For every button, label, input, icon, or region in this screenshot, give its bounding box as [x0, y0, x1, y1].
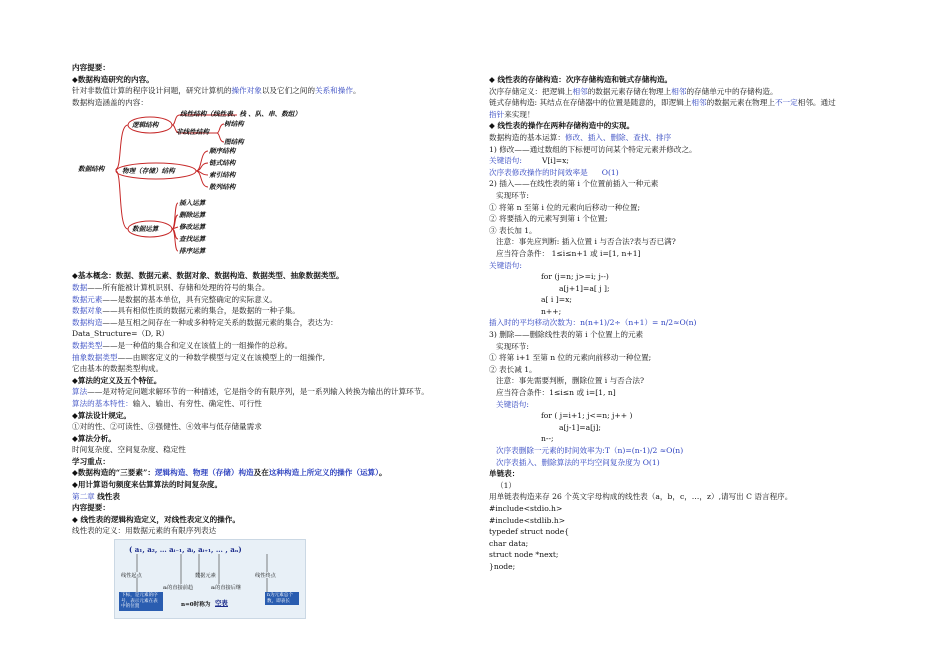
mm-root: 数据结构	[78, 165, 105, 174]
mm-search: 查找运算	[179, 235, 206, 244]
insert-steps-label: 实现环节:	[496, 190, 529, 200]
focus-three-elements: ◆数据构造的“三要素”：逻辑构造、物理（存储）构造及在这种构造上所定义的操作（运算）。	[72, 468, 387, 478]
modify-efficiency: 次序表修改操作的时间效率是 O(1)	[489, 167, 619, 177]
ll-item-number: （1）	[496, 480, 517, 490]
fig-sequence: ( a₁, a₂, … aᵢ₋₁, aᵢ, aᵢ₊₁, … , aₙ)	[129, 545, 242, 555]
insert-average: 插入时的平均移动次数为：n(n+1)/2÷（n+1）= n/2≈O(n)	[489, 318, 697, 328]
fig-successor: aᵢ的直接后继	[211, 585, 242, 592]
alg-properties: 算法的基本特性：输入、输出、有穷性、确定性、可行性	[72, 398, 262, 408]
insert-note: 注意：事先应判断: 插入位置 i 与否合法?表与否已满?	[496, 237, 676, 247]
mm-hash: 散列结构	[209, 183, 236, 192]
ll-code-6: }node;	[489, 561, 516, 571]
coverage-text: 数据构造涵盖的内容：	[72, 97, 148, 107]
mm-linear: 线性结构（线性表、栈 、队、串、数组）	[180, 110, 301, 119]
mm-delete: 删除运算	[179, 211, 206, 220]
insert-step-2: ② 将要插入的元素写到第 i 个位置;	[489, 214, 608, 224]
tip-heading: 内容提要：	[72, 63, 110, 72]
mm-physical: 物理（存储）结构	[122, 167, 175, 176]
section-title-research: ◆数据构造研究的内容。	[72, 74, 154, 84]
delete-efficiency: 次序表删除一元素的时间效率为:T（n)=(n-1)/2 ≈O(n)	[496, 446, 684, 455]
ll-code-5: struct node *next;	[489, 550, 559, 560]
research-text: 针对非数值计算的程序设计问题，研究计算机的操作对象以及它们之间的关系和操作。	[72, 86, 361, 96]
insert-condition: 应当符合条件： 1≤i≤n+1 或 i=[1, n+1]	[496, 248, 641, 258]
seq-storage-def: 次序存储定义：把逻辑上相邻的数据元素存储在物理上相邻的存储单元中的存储构造。	[489, 86, 778, 96]
fig-end: 线性终点	[255, 573, 276, 580]
ll-code-3: typedef struct node{	[489, 527, 570, 537]
insert-code-1: for (j=n; j>=i; j--)	[541, 272, 609, 282]
right-column	[489, 74, 884, 573]
pointer-line: 指针来实现！	[489, 109, 535, 119]
ll-question: 用单链表构造来存 26 个英文字母构成的线性表（a，b，c，…，z）,请写出 C 语言程序。	[489, 492, 793, 502]
ll-code-4: char data;	[489, 538, 529, 548]
insert-step-3: ③ 表长加 1。	[489, 225, 537, 235]
delete-code-2: a[j-1]=a[j];	[559, 422, 601, 432]
concept-data: 数据——所有能被计算机识别、存储和处理的符号的集合。	[72, 282, 270, 292]
mm-tree: 树结构	[224, 120, 244, 129]
alg-title: ◆算法的定义及五个特征。	[72, 375, 162, 385]
mm-nonlinear: 非线性结构	[176, 128, 209, 137]
insert-step-1: ① 将第 n 至第 i 位的元素向后移动一种位置;	[489, 202, 641, 212]
linear-definition: 线性表的定义：用数据元素的有限序列表达	[72, 526, 217, 536]
fig-element: 数据元素	[195, 573, 216, 580]
focus-title: 学习重点：	[72, 456, 110, 466]
delete-code-3: n--;	[541, 434, 554, 444]
left-column	[72, 62, 468, 619]
basic-ops: 数据构造的基本运算：修改、插入、删除、查找、排序	[489, 132, 672, 142]
mm-linked: 链式结构	[209, 159, 236, 168]
tip-heading-2: 内容提要：	[72, 503, 110, 513]
concept-element: 数据元素——是数据的基本单位，具有完整确定的实际意义。	[72, 294, 278, 304]
insert-code-2: a[j+1]=a[ j ];	[559, 283, 610, 293]
delete-condition: 应当符合条件：1≤i≤n 或 i=[1, n]	[496, 388, 616, 398]
ops-title: ◆ 线性表的操作在两种存储构造中的实现。	[489, 121, 635, 131]
linked-storage-def: 链式存储构造: 其结点在存储器中的位置是随意的，即逻辑上相邻的数据元素在物理上不一定相邻。通过	[489, 98, 836, 108]
concept-adt-cont: 它由基本的数据类型构成。	[72, 364, 164, 374]
design-text: ①对的性、②可读性、③强健性、④效率与低存储量需求	[72, 422, 262, 432]
analysis-title: ◆算法分析。	[72, 433, 116, 443]
delete-step-1: ① 将第 i+1 至第 n 位的元素向前移动一种位置;	[489, 353, 652, 363]
linear-logic-title: ◆ 线性表的逻辑构造定义，对线性表定义的操作。	[72, 514, 240, 524]
linear-list-figure	[114, 539, 306, 619]
focus-complexity: ◆用计算语句频度来估算算法的时间复杂度。	[72, 480, 223, 490]
design-title: ◆算法设计规定。	[72, 410, 131, 420]
ll-code-2: #include<stdlib.h>	[489, 515, 566, 525]
delete-step-2: ② 表长减 1。	[489, 364, 537, 374]
modify-line: 1) 修改——通过数组的下标便可访问某个特定元素并修改之。	[489, 144, 697, 154]
modify-key: 关键语句: V[i]=x;	[489, 156, 569, 166]
concept-title: ◆基本概念：数据、数据元素、数据对象、数据构造、数据类型、抽象数据类型。	[72, 271, 344, 281]
fig-predecessor: aᵢ的直接前趋	[163, 585, 194, 592]
mm-index: 索引结构	[209, 171, 236, 180]
insert-key-label: 关键语句:	[489, 260, 522, 270]
concept-adt: 抽象数据类型——由顾客定义的一种数学模型与定义在该模型上的一组操作,	[72, 352, 326, 362]
delete-note: 注意：事先需要判断，删除位置 i 与否合法?	[496, 376, 645, 386]
fig-note-index: 下标，是元素的序号，表示元素在表中的位置	[119, 592, 163, 611]
concept-type: 数据类型——是一种值的集合和定义在该值上的一组操作的总称。	[72, 340, 293, 350]
mm-logic: 逻辑结构	[132, 121, 159, 130]
mm-sort: 排序运算	[179, 247, 206, 256]
ll-code-1: #include<stdio.h>	[489, 503, 563, 513]
delete-code-1: for ( j=i+1; j<=n; j++ )	[541, 411, 633, 421]
storage-title: ◆ 线性表的存储构造：次序存储构造和链式存储构造。	[489, 75, 673, 84]
delete-key-label: 关键语句:	[496, 399, 529, 409]
delete-line: 3) 删除——删除线性表的第 i 个位置上的元素	[489, 330, 644, 340]
linked-list-title: 单链表：	[489, 469, 520, 479]
delete-steps-label: 实现环节:	[496, 341, 529, 351]
analysis-text: 时间复杂度、空间复杂度、稳定性	[72, 445, 186, 455]
mm-modify: 修改运算	[179, 223, 206, 232]
mm-seq: 顺序结构	[209, 147, 236, 156]
chapter-heading: 第二章 线性表	[72, 491, 120, 501]
data-structure-mindmap	[72, 109, 301, 269]
insert-code-4: n++;	[541, 306, 562, 316]
space-complexity: 次序表插入、删除算法的平均空间复杂度为 O(1)	[496, 457, 660, 467]
insert-code-3: a[ i ]=x;	[541, 295, 572, 305]
mm-graph: 图结构	[224, 138, 244, 147]
fig-empty: n=0时称为	[181, 602, 211, 609]
fig-note-length: n为元素总个数，即表长	[265, 592, 299, 605]
concept-formula: Data_Structure=（D, R）	[72, 329, 169, 339]
fig-empty-word: 空表	[215, 599, 228, 608]
mindmap-lines	[72, 109, 272, 269]
mm-insert: 插入运算	[179, 199, 206, 208]
alg-definition: 算法——是对特定问题求解环节的一种描述，它是指令的有限序列，是一系列输入转换为输出的计算环节。	[72, 387, 429, 397]
mm-ops: 数据运算	[132, 225, 159, 234]
concept-structure: 数据构造——是互相之间存在一种或多种特定关系的数据元素的集合，表达为：	[72, 317, 338, 327]
fig-start: 线性起点	[121, 573, 142, 580]
concept-object: 数据对象——具有相似性质的数据元素的集合，是数据的一种子集。	[72, 306, 300, 316]
insert-line: 2) 插入——在线性表的第 i 个位置前插入一种元素	[489, 179, 659, 189]
